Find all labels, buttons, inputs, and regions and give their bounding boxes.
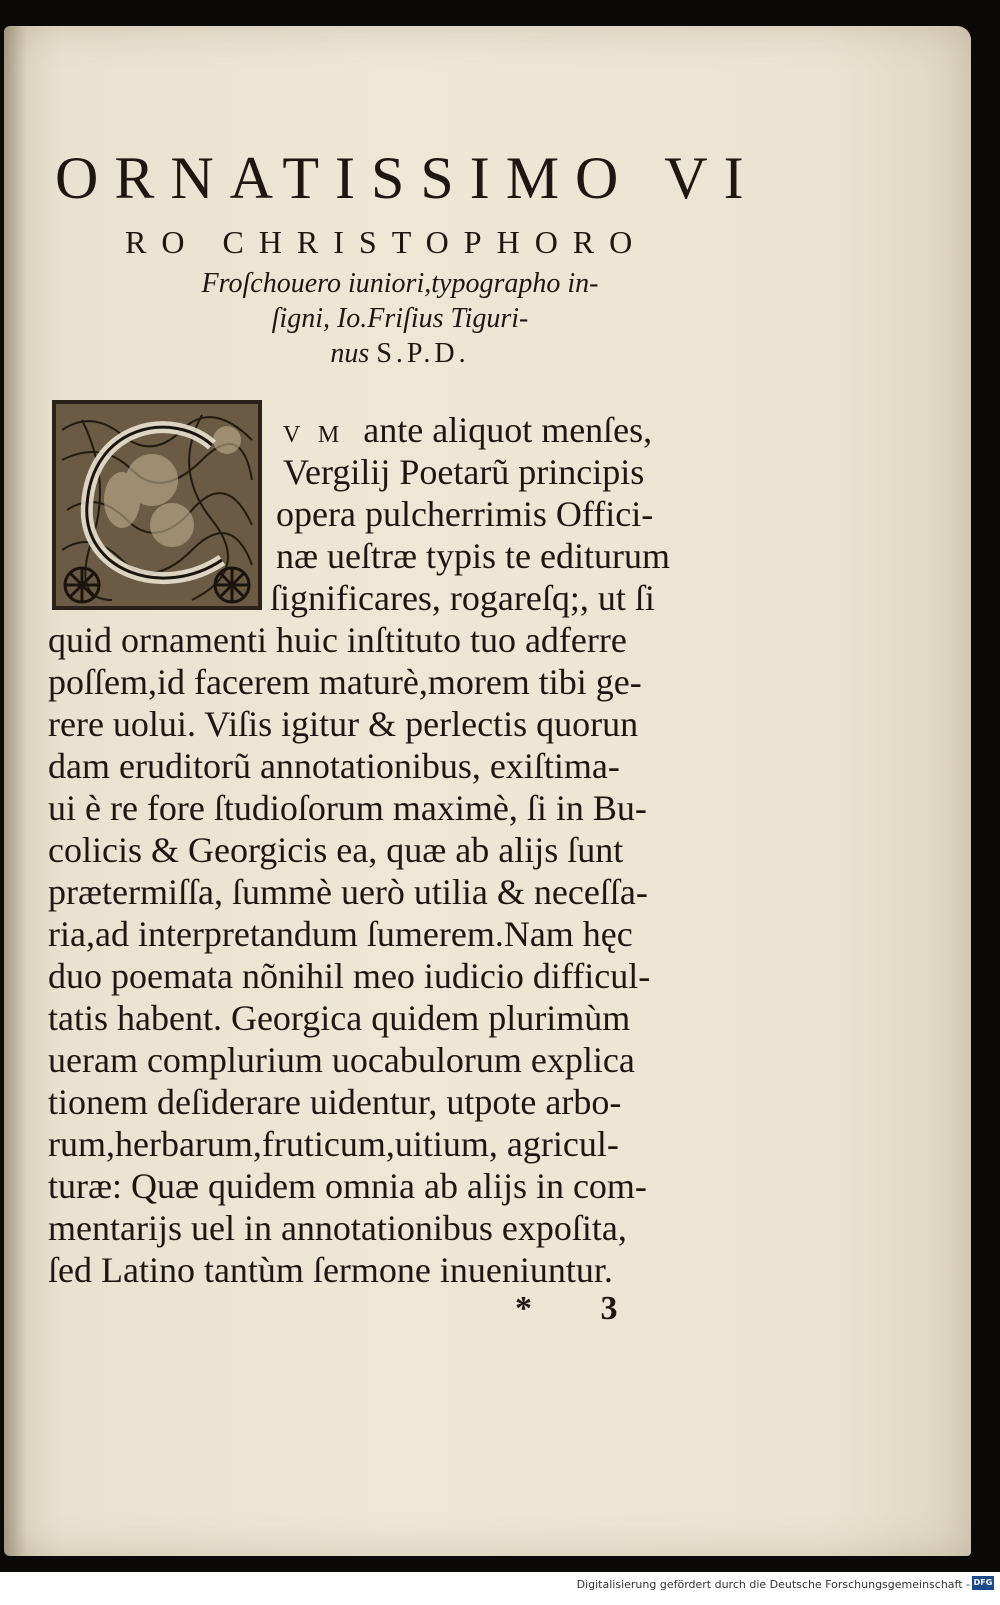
heading-subline-3: [0, 340, 800, 368]
signature-mark: * 3: [515, 1290, 648, 1327]
body-line-2: Vergilij Poetarũ principis: [283, 452, 645, 492]
body-line-11: colicis & Georgicis ea, quæ ab alijs ſunt: [48, 830, 624, 870]
woodcut-initial-letter: [52, 400, 262, 610]
body-line-7: poſſem,id facerem maturè,morem tibi ge-: [48, 662, 642, 702]
dfg-logo: DFG: [972, 1576, 994, 1590]
body-line-21: ſed Latino tantùm ſermone inueniuntur.: [48, 1250, 613, 1290]
body-line-5: ſignificares, rogareſq;, ut ſi: [270, 578, 655, 618]
body-line-12: prætermiſſa, ſummè uerò utilia & neceſſa-: [48, 872, 648, 912]
heading-subline-3-roman: S.P.D.: [376, 338, 470, 369]
body-line-4: næ ueſtræ typis te editurum: [276, 536, 670, 576]
body-line-6: quid ornamenti huic inſtituto tuo adferre: [48, 620, 627, 660]
body-line-20: mentarijs uel in annotationibus expoſita,: [48, 1208, 627, 1248]
body-first-caps: V M: [283, 422, 346, 448]
body-line-1-text: ante aliquot menſes,: [363, 410, 653, 450]
body-line-8: rere uolui. Viſis igitur & perlectis quorun: [48, 704, 639, 744]
footer-credit: Digitalisierung gefördert durch die Deutsche Forschungsgemeinschaft -: [576, 1578, 970, 1591]
body-line-13: ria,ad interpretandum ſumerem.Nam hęc: [48, 914, 633, 954]
body-line-1: [283, 412, 652, 448]
heading-subline-1: Froſchouero iuniori,typographo in-: [201, 268, 599, 299]
heading-line-2: RO CHRISTOPHORO: [125, 224, 648, 260]
body-line-18: rum,herbarum,fruticum,uitium, agricul-: [48, 1124, 619, 1164]
body-line-14: duo poemata nõnihil meo iudicio difficul-: [48, 956, 651, 996]
heading-line-1: ORNATISSIMO VI: [55, 145, 760, 211]
body-line-15: tatis habent. Georgica quidem plurimùm: [48, 998, 631, 1038]
heading-subline-3-italic: nus: [330, 338, 370, 369]
body-line-9: dam eruditorũ annotationibus, exiſtima-: [48, 746, 620, 786]
body-line-19: turæ: Quæ quidem omnia ab alijs in com-: [48, 1166, 647, 1206]
body-line-16: ueram complurium uocabulorum explica: [48, 1040, 635, 1080]
heading-subline-2: ſigni, Io.Friſius Tiguri-: [271, 303, 529, 334]
body-line-17: tionem deſiderare uidentur, utpote arbo-: [48, 1082, 622, 1122]
body-line-10: ui è re fore ſtudioſorum maximè, ſi in Bu-: [48, 788, 647, 828]
body-line-3: opera pulcherrimis Offici-: [276, 494, 654, 534]
